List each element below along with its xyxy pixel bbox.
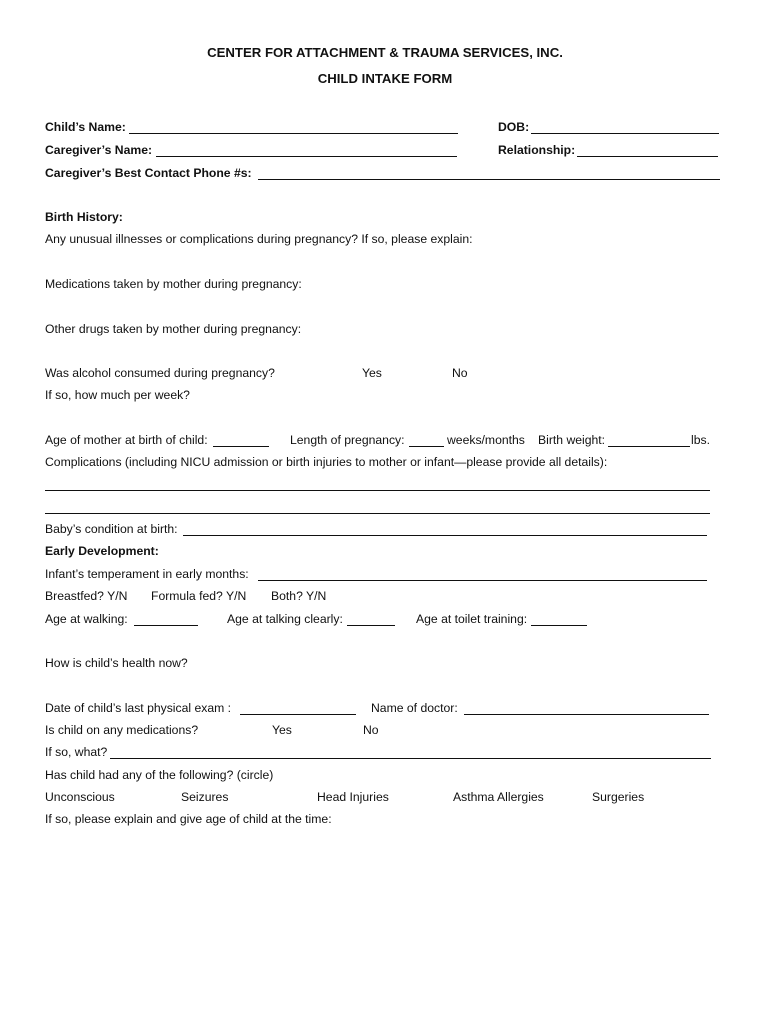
child-meds-yes-option[interactable]: Yes [272, 723, 292, 737]
alcohol-amount-question: If so, how much per week? [45, 388, 190, 402]
option-asthma-allergies[interactable]: Asthma Allergies [453, 790, 544, 804]
child-meds-question: Is child on any medications? [45, 723, 199, 737]
toilet-age-label: Age at toilet training: [416, 612, 528, 626]
illness-question: Any unusual illnesses or complications during pregnancy? If so, please explain: [45, 232, 473, 246]
option-head-injuries[interactable]: Head Injuries [317, 790, 389, 804]
mother-meds-question: Medications taken by mother during pregnancy: [45, 277, 302, 291]
meds-what-label: If so, what? [45, 745, 108, 759]
phone-input[interactable] [258, 166, 720, 180]
talking-age-label: Age at talking clearly: [227, 612, 343, 626]
temperament-input[interactable] [258, 567, 707, 581]
phone-label: Caregiver’s Best Contact Phone #s: [45, 166, 252, 180]
option-surgeries[interactable]: Surgeries [592, 790, 645, 804]
complications-line-1[interactable] [45, 477, 710, 491]
option-seizures[interactable]: Seizures [181, 790, 229, 804]
doctor-name-label: Name of doctor: [371, 701, 458, 715]
temperament-label: Infant’s temperament in early months: [45, 567, 249, 581]
baby-condition-label: Baby’s condition at birth: [45, 522, 178, 536]
weeks-months-label: weeks/months [447, 433, 525, 447]
lbs-label: lbs. [691, 433, 710, 447]
toilet-age-input[interactable] [531, 612, 587, 626]
caregiver-name-input[interactable] [156, 143, 457, 157]
walking-age-label: Age at walking: [45, 612, 128, 626]
dob-input[interactable] [531, 120, 719, 134]
formula-question: Formula fed? Y/N [151, 589, 247, 603]
meds-what-input[interactable] [110, 745, 711, 759]
pregnancy-length-label: Length of pregnancy: [290, 433, 405, 447]
dob-label: DOB: [498, 120, 530, 134]
doctor-name-input[interactable] [464, 701, 709, 715]
both-question: Both? Y/N [271, 589, 327, 603]
alcohol-no-option[interactable]: No [452, 366, 468, 380]
complications-line-2[interactable] [45, 500, 710, 514]
last-exam-label: Date of child’s last physical exam : [45, 701, 232, 715]
relationship-label: Relationship: [498, 143, 576, 157]
org-title: CENTER FOR ATTACHMENT & TRAUMA SERVICES, INC. [207, 45, 563, 60]
other-drugs-question: Other drugs taken by mother during pregnancy: [45, 322, 302, 336]
birth-weight-input[interactable] [608, 433, 690, 447]
birth-history-heading: Birth History: [45, 210, 123, 224]
child-name-label: Child’s Name: [45, 120, 126, 134]
form-title: CHILD INTAKE FORM [317, 71, 453, 86]
mother-age-label: Age of mother at birth of child: [45, 433, 208, 447]
conditions-question: Has child had any of the following? (circle) [45, 768, 274, 782]
last-exam-input[interactable] [240, 701, 356, 715]
talking-age-input[interactable] [347, 612, 395, 626]
explain-label: If so, please explain and give age of child at the time: [45, 812, 332, 826]
early-development-heading: Early Development: [45, 544, 159, 558]
breastfed-question: Breastfed? Y/N [45, 589, 128, 603]
option-unconscious[interactable]: Unconscious [45, 790, 115, 804]
alcohol-yes-option[interactable]: Yes [362, 366, 382, 380]
birth-weight-label: Birth weight: [538, 433, 606, 447]
health-now-question: How is child’s health now? [45, 656, 188, 670]
child-name-input[interactable] [129, 120, 458, 134]
pregnancy-length-input[interactable] [409, 433, 444, 447]
caregiver-name-label: Caregiver’s Name: [45, 143, 153, 157]
relationship-input[interactable] [577, 143, 718, 157]
mother-age-input[interactable] [213, 433, 269, 447]
baby-condition-input[interactable] [183, 522, 707, 536]
child-meds-no-option[interactable]: No [363, 723, 379, 737]
alcohol-question: Was alcohol consumed during pregnancy? [45, 366, 275, 380]
complications-question: Complications (including NICU admission or birth injuries to mother or infant—please provide all details): [45, 455, 608, 469]
walking-age-input[interactable] [134, 612, 198, 626]
